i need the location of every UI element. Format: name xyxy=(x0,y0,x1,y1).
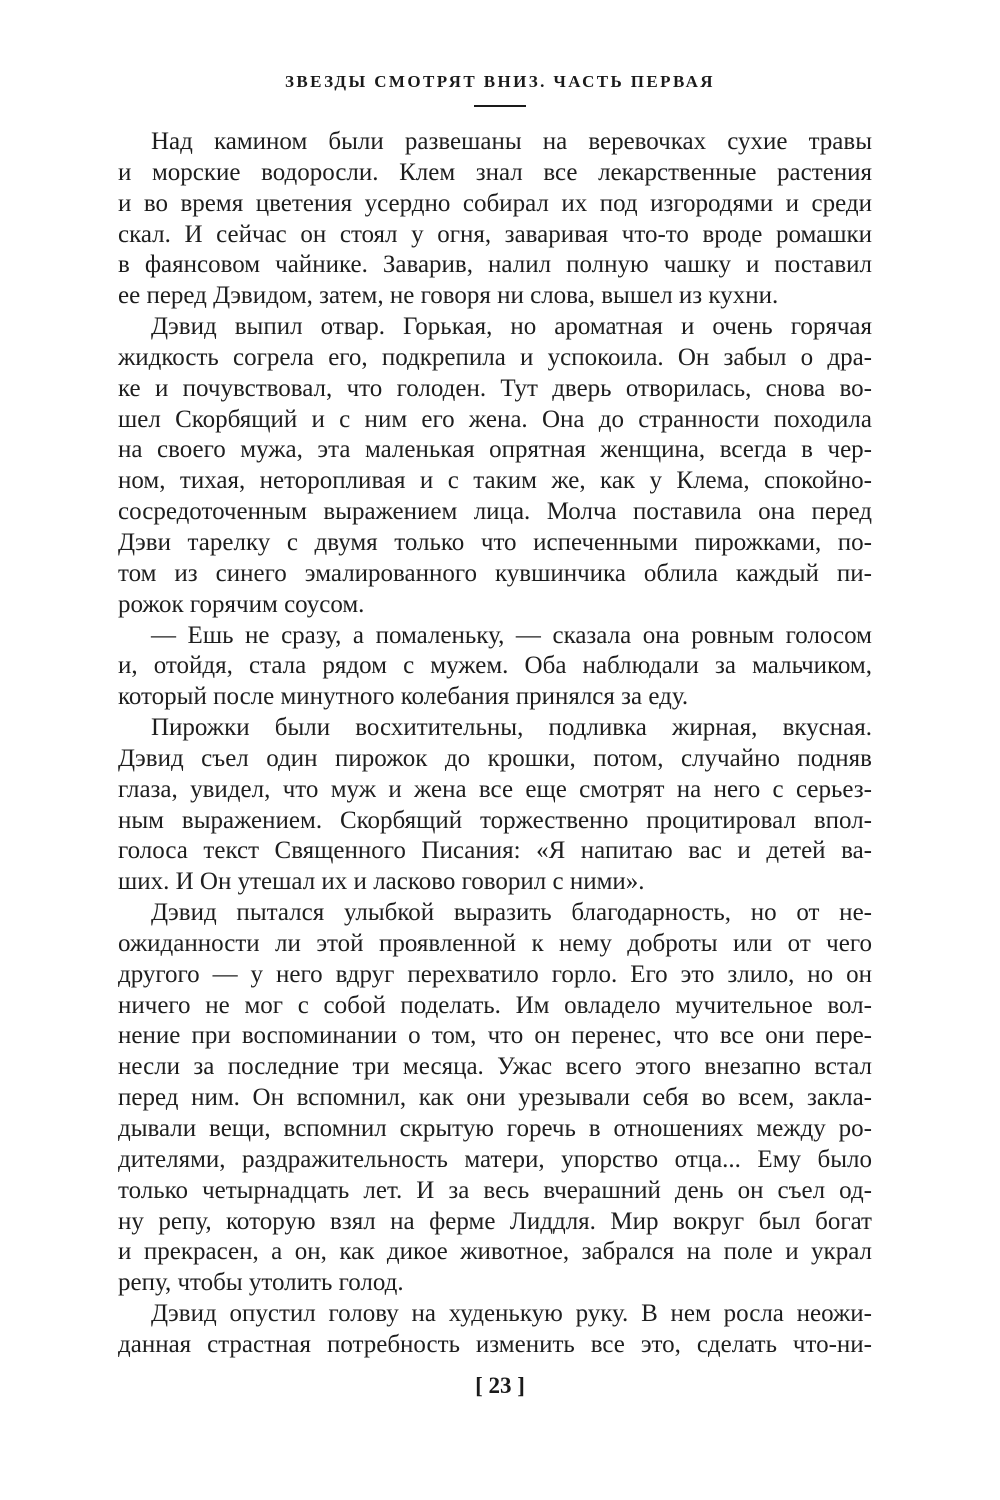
text-line: Над камином были развешаны на веревочках сухие травы xyxy=(151,128,872,155)
text-line: Дэвид выпил отвар. Горькая, но ароматная и очень горячая xyxy=(151,313,872,341)
text-line: который после минутного колебания принялся за еду. xyxy=(118,683,689,711)
text-line: только четырнадцать лет. И за весь вчерашний день он съел од- xyxy=(118,1176,872,1204)
paragraph xyxy=(118,1299,872,1361)
text-line: Дэвид пытался улыбкой выразить благодарность, но от не- xyxy=(151,899,872,927)
text-line: скал. И сейчас он стоял у огня, заваривая что-то вроде ромашки xyxy=(118,220,872,248)
paragraph xyxy=(118,713,872,898)
text-line: ее перед Дэвидом, затем, не говоря ни слова, вышел из кухни. xyxy=(118,282,779,310)
text-line: репу, чтобы утолить голод. xyxy=(118,1269,404,1297)
text-line: ке и почувствовал, что голоден. Тут дверь отворилась, снова во- xyxy=(118,374,872,402)
text-line: ном, тихая, неторопливая и с таким же, как у Клема, спокойно- xyxy=(118,467,872,495)
body-text xyxy=(118,127,872,1361)
text-line: жидкость согрела его, подкрепила и успокоила. Он забыл о дра- xyxy=(118,343,872,371)
text-line: данная страстная потребность изменить все это, сделать что-ни- xyxy=(118,1330,872,1358)
page-number: [ 23 ] xyxy=(475,1373,525,1398)
text-line: перед ним. Он вспомнил, как они урезывали себя во всем, закла- xyxy=(118,1084,872,1112)
text-line: в фаянсовом чайнике. Заварив, налил полную чашку и поставил xyxy=(118,251,872,279)
text-line: Дэви тарелку с двумя только что испеченными пирожками, по- xyxy=(118,528,872,556)
text-line: глаза, увидел, что муж и жена все еще смотрят на него с серьез- xyxy=(118,775,872,803)
text-line: том из синего эмалированного кувшинчика облила каждый пи- xyxy=(118,559,872,587)
text-line: и прекрасен, а он, как дикое животное, забрался на поле и украл xyxy=(118,1238,872,1266)
paragraph xyxy=(118,312,872,620)
text-line: и морские водоросли. Клем знал все лекарственные растения xyxy=(118,158,872,186)
text-line: несли за последние три месяца. Ужас всего этого внезапно встал xyxy=(118,1053,872,1081)
text-line: ших. И Он утешал их и ласково говорил с ними». xyxy=(118,868,645,896)
text-line: рожок горячим соусом. xyxy=(118,590,365,618)
text-line: Дэвид опустил голову на худенькую руку. В нем росла неожи- xyxy=(151,1300,872,1328)
text-line: другого — у него вдруг перехватило горло. Его это злило, но он xyxy=(118,960,872,988)
text-line: ничего не мог с собой поделать. Им овладело мучительное вол- xyxy=(118,991,872,1019)
paragraph xyxy=(118,621,872,714)
text-line: Дэвид съел один пирожок до крошки, потом, случайно подняв xyxy=(118,744,872,772)
text-line: дителями, раздражительность матери, упорство отца... Ему было xyxy=(118,1145,872,1173)
paragraph xyxy=(118,898,872,1299)
text-line: ну репу, которую взял на ферме Лиддля. Мир вокруг был богат xyxy=(118,1207,872,1235)
text-line: ожиданности ли этой проявленной к нему доброты или от чего xyxy=(118,929,872,957)
header-rule xyxy=(474,105,526,107)
text-line: нение при воспоминании о том, что он перенес, что все они пере- xyxy=(118,1022,872,1050)
running-head: ЗВЕЗДЫ СМОТРЯТ ВНИЗ. ЧАСТЬ ПЕРВАЯ xyxy=(285,72,715,91)
text-line: ным выражением. Скорбящий торжественно процитировал впол- xyxy=(118,806,872,834)
text-line: на своего мужа, эта маленькая опрятная женщина, всегда в чер- xyxy=(118,436,872,464)
text-line: дывали вещи, вспомнил скрытую горечь в отношениях между ро- xyxy=(118,1115,872,1142)
text-line: голоса текст Священного Писания: «Я напитаю вас и детей ва- xyxy=(118,837,872,865)
paragraph xyxy=(118,127,872,312)
text-line: и во время цветения усердно собирал их под изгородями и среди xyxy=(118,189,872,217)
text-line: Пирожки были восхитительны, подливка жирная, вкусная. xyxy=(151,714,872,742)
text-line: — Ешь не сразу, а помаленьку, — сказала она ровным голосом xyxy=(151,621,872,649)
text-line: сосредоточенным выражением лица. Молча поставила она перед xyxy=(118,498,872,526)
text-line: шел Скорбящий и с ним его жена. Она до странности походила xyxy=(118,405,872,433)
text-line: и, отойдя, стала рядом с мужем. Оба наблюдали за мальчиком, xyxy=(118,652,872,680)
